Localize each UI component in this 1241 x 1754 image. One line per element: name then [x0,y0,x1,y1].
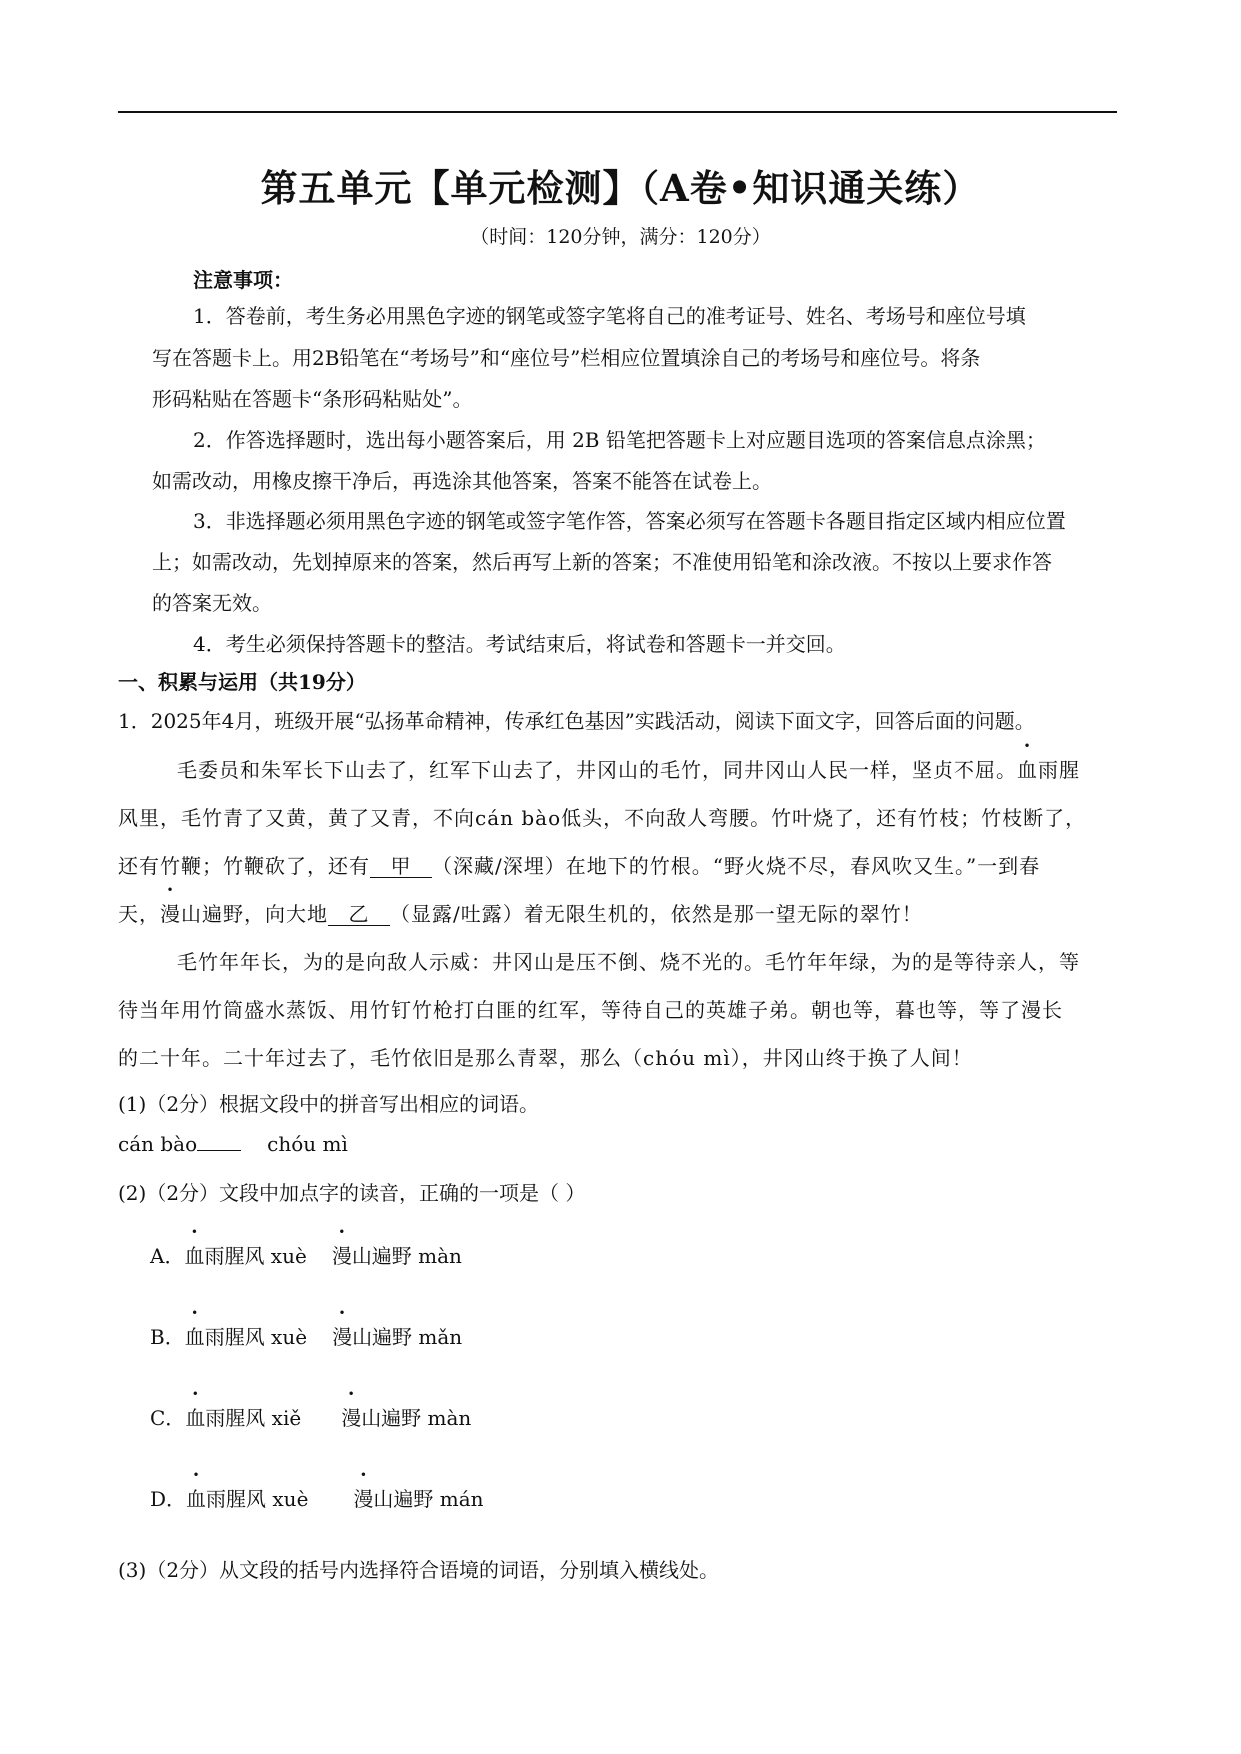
passage-line: 的二十年。二十年过去了，毛竹依旧是那么青翠，那么（chóu mì），井冈山终于换了人间！ [118,1046,973,1070]
passage-line: 毛竹年年长，为的是向敌人示威：井冈山是压不倒、烧不光的。毛竹年年绿，为的是等待亲人，等 [177,950,1080,974]
dotted-char: 漫 [160,902,181,926]
passage-text: 雨腥 [1038,758,1080,782]
pinyin-b: chóu mì [267,1132,348,1156]
dotted-char: 漫 [341,1406,362,1430]
dotted-char: 漫 [353,1487,374,1511]
notice-line: 4．考生必须保持答题卡的整洁。考试结束后，将试卷和答题卡一并交回。 [193,632,846,656]
notice-line: 的答案无效。 [152,591,272,615]
notice-line: 写在答题卡上。用2B铅笔在“考场号”和“座位号”栏相应位置填涂自己的考场号和座位号。将条 [152,346,981,370]
option-text: 山遍野 mán [373,1487,484,1511]
blank-yi: 乙 [328,903,390,926]
option-text: 雨腥风 xuè [206,1487,309,1511]
notice-line: 上；如需改动，先划掉原来的答案，然后再写上新的答案；不准使用铅笔和涂改液。不按以上要求作答 [152,550,1052,574]
option-text: 雨腥风 xiě [205,1406,302,1430]
page-title: 第五单元【单元检测】（A卷•知识通关练） [260,166,981,210]
passage-text: （深藏/深埋）在地下的竹根。“野火烧不尽，春风吹又生。”一到春 [432,854,1041,878]
answer-blank [197,1150,241,1151]
passage-text: 山遍野，向大地 [181,902,328,926]
option-text: 雨腥风 xuè [204,1325,308,1349]
passage-text: 天， [118,902,160,926]
dotted-char: 漫 [331,1244,352,1268]
passage-text: 还有竹鞭；竹鞭砍了，还有 [118,854,370,878]
notice-line: 2．作答选择题时，选出每小题答案后，用 2B 铅笔把答题卡上对应题目选项的答案信息点涂黑； [193,428,1046,452]
option-c [150,1402,471,1431]
dotted-char: 血 [184,1244,205,1268]
notice-heading: 注意事项： [193,268,293,292]
notice-line: 形码粘贴在答题卡“条形码粘贴处”。 [152,387,473,411]
option-d [150,1483,484,1512]
answer-line [118,1132,348,1156]
option-text: 山遍野 màn [361,1406,472,1430]
option-text: 雨腥风 xuè [204,1244,307,1268]
passage-line [118,850,1040,879]
sub-question: (1)（2分）根据文段中的拼音写出相应的词语。 [118,1092,540,1116]
question-intro: 1．2025年4月，班级开展“弘扬革命精神，传承红色基因”实践活动，阅读下面文字，回答后面的问题。 [118,709,1035,733]
dotted-char: 漫 [332,1325,353,1349]
passage-line: 待当年用竹筒盛水蒸饭、用竹钉竹枪打白匪的红军，等待自己的英雄子弟。朝也等，暮也等，等了漫长 [118,998,1063,1022]
page-subtitle: （时间：120分钟，满分：120分） [470,226,771,248]
passage-line [177,754,1080,783]
option-letter: A． [150,1244,185,1268]
passage-line [118,898,923,927]
passage-text: 毛委员和朱军长下山去了，红军下山去了，井冈山的毛竹，同井冈山人民一样，坚贞不屈。 [177,758,1017,782]
option-letter: D． [150,1487,187,1511]
dotted-char: 血 [1017,758,1038,782]
notice-line: 3．非选择题必须用黑色字迹的钢笔或签字笔作答，答案必须写在答题卡各题目指定区域内相应位置 [193,509,1066,533]
option-text: 山遍野 màn [351,1244,462,1268]
dotted-char: 血 [186,1487,207,1511]
pinyin-a: cán bào [118,1132,198,1156]
sub-question: (2)（2分）文段中加点字的读音，正确的一项是（ ） [118,1181,586,1205]
passage-text: （显露/吐露）着无限生机的，依然是那一望无际的翠竹！ [390,902,923,926]
option-a [150,1240,462,1269]
dotted-char: 血 [184,1325,205,1349]
option-letter: C． [150,1406,186,1430]
passage-line: 风里，毛竹青了又黄，黄了又青，不向cán bào低头，不向敌人弯腰。竹叶烧了，还有竹枝；竹枝断了， [118,806,1087,830]
top-rule [118,111,1117,113]
option-b [150,1321,462,1350]
option-text: 山遍野 mǎn [352,1325,463,1349]
option-letter: B． [150,1325,185,1349]
dotted-char: 血 [185,1406,206,1430]
section-heading: 一、积累与运用（共19分） [118,670,366,694]
sub-question: (3)（2分）从文段的括号内选择符合语境的词语，分别填入横线处。 [118,1558,720,1582]
notice-line: 如需改动，用橡皮擦干净后，再选涂其他答案，答案不能答在试卷上。 [152,469,772,493]
blank-jia: 甲 [370,855,432,878]
notice-line: 1．答卷前，考生务必用黑色字迹的钢笔或签字笔将自己的准考证号、姓名、考场号和座位号填 [193,304,1026,328]
